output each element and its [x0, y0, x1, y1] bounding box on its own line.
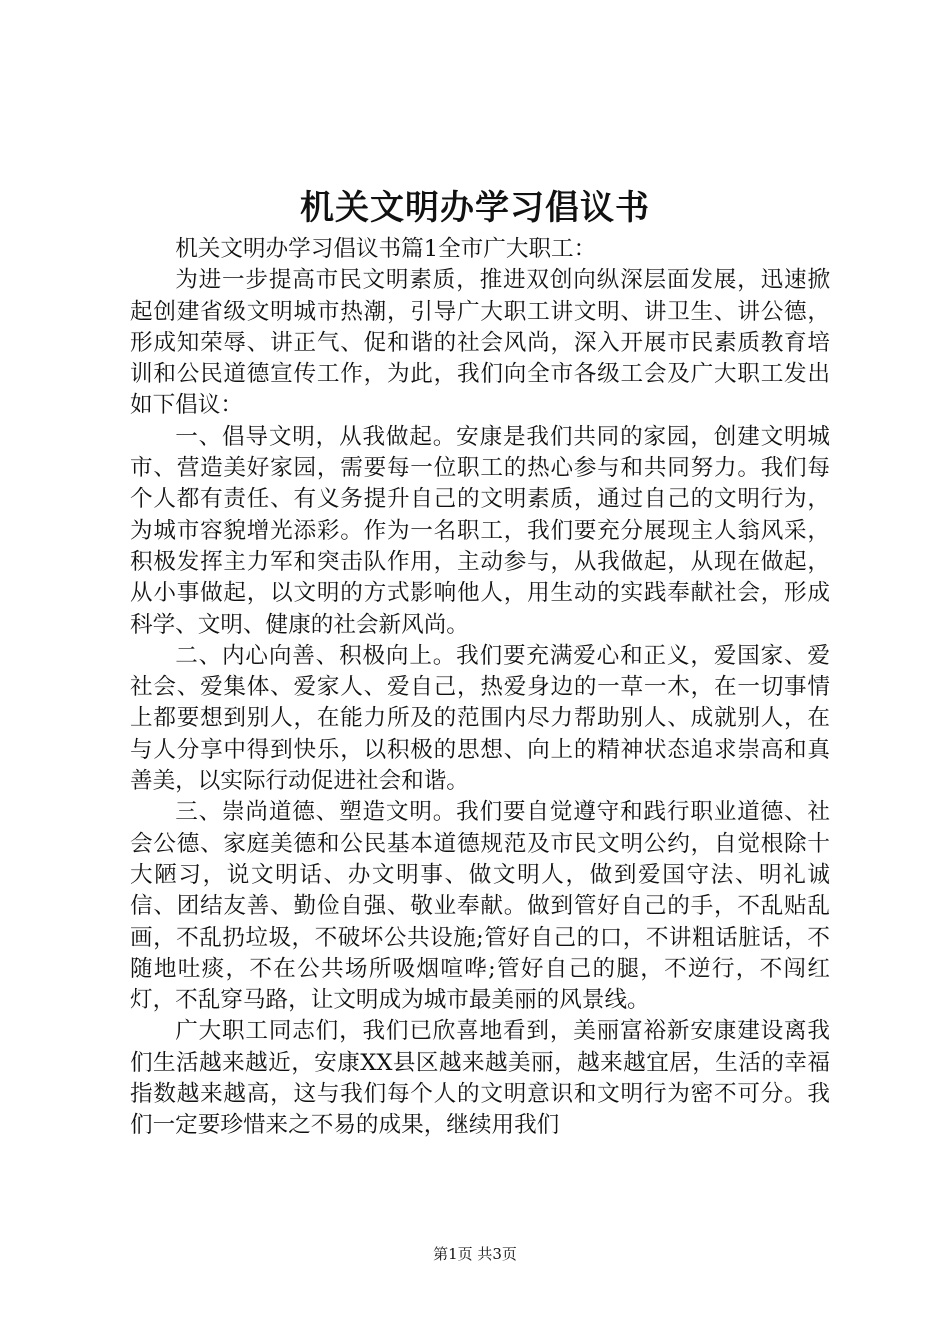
document-title: 机关文明办学习倡议书 — [300, 188, 650, 228]
paragraph-closing: 广大职工同志们，我们已欣喜地看到，美丽富裕新安康建设离我们生活越来越近，安康XX县区越来越美丽，越来越宜居，生活的幸福指数越来越高，这与我们每个人的文明意识和文明行为密不可分。我们一定要珍惜来之不易的成果，继续用我们 — [130, 1018, 830, 1139]
paragraph-preamble: 为进一步提高市民文明素质，推进双创向纵深层面发展，迅速掀起创建省级文明城市热潮，引导广大职工讲文明、讲卫生、讲公德，形成知荣辱、讲正气、促和谐的社会风尚，深入开展市民素质教育培训和公民道德宣传工作，为此，我们向全市各级工会及广大职工发出如下倡议： — [130, 267, 830, 419]
paragraph-item-2: 二、内心向善、积极向上。我们要充满爱心和正义，爱国家、爱社会、爱集体、爱家人、爱自己，热爱身边的一草一木，在一切事情上都要想到别人，在能力所及的范围内尽力帮助别人、成就别人，在与人分享中得到快乐，以积极的思想、向上的精神状态追求崇高和真善美，以实际行动促进社会和谐。 — [130, 642, 830, 795]
paragraph-intro: 机关文明办学习倡议书篇1全市广大职工： — [175, 236, 597, 262]
page-number-footer: 第1页 共3页 — [433, 1245, 517, 1263]
paragraph-item-1: 一、倡导文明，从我做起。安康是我们共同的家园，创建文明城市、营造美好家园，需要每一位职工的热心参与和共同努力。我们每个人都有责任、有义务提升自己的文明素质，通过自己的文明行为，为城市容貌增光添彩。作为一名职工，我们要充分展现主人翁风采，积极发挥主力军和突击队作用，主动参与，从我做起，从现在做起，从小事做起，以文明的方式影响他人，用生动的实践奉献社会，形成科学、文明、健康的社会新风尚。 — [130, 423, 830, 638]
paragraph-item-3: 三、崇尚道德、塑造文明。我们要自觉遵守和践行职业道德、社会公德、家庭美德和公民基本道德规范及市民文明公约，自觉根除十大陋习，说文明话、办文明事、做文明人，做到爱国守法、明礼诚信、团结友善、勤俭自强、敬业奉献。做到管好自己的手，不乱贴乱画，不乱扔垃圾，不破坏公共设施;管好自己的口，不讲粗话脏话，不随地吐痰，不在公共场所吸烟喧哗;管好自己的腿，不逆行，不闯红灯，不乱穿马路，让文明成为城市最美丽的风景线。 — [130, 799, 830, 1014]
document-body — [130, 234, 830, 1142]
